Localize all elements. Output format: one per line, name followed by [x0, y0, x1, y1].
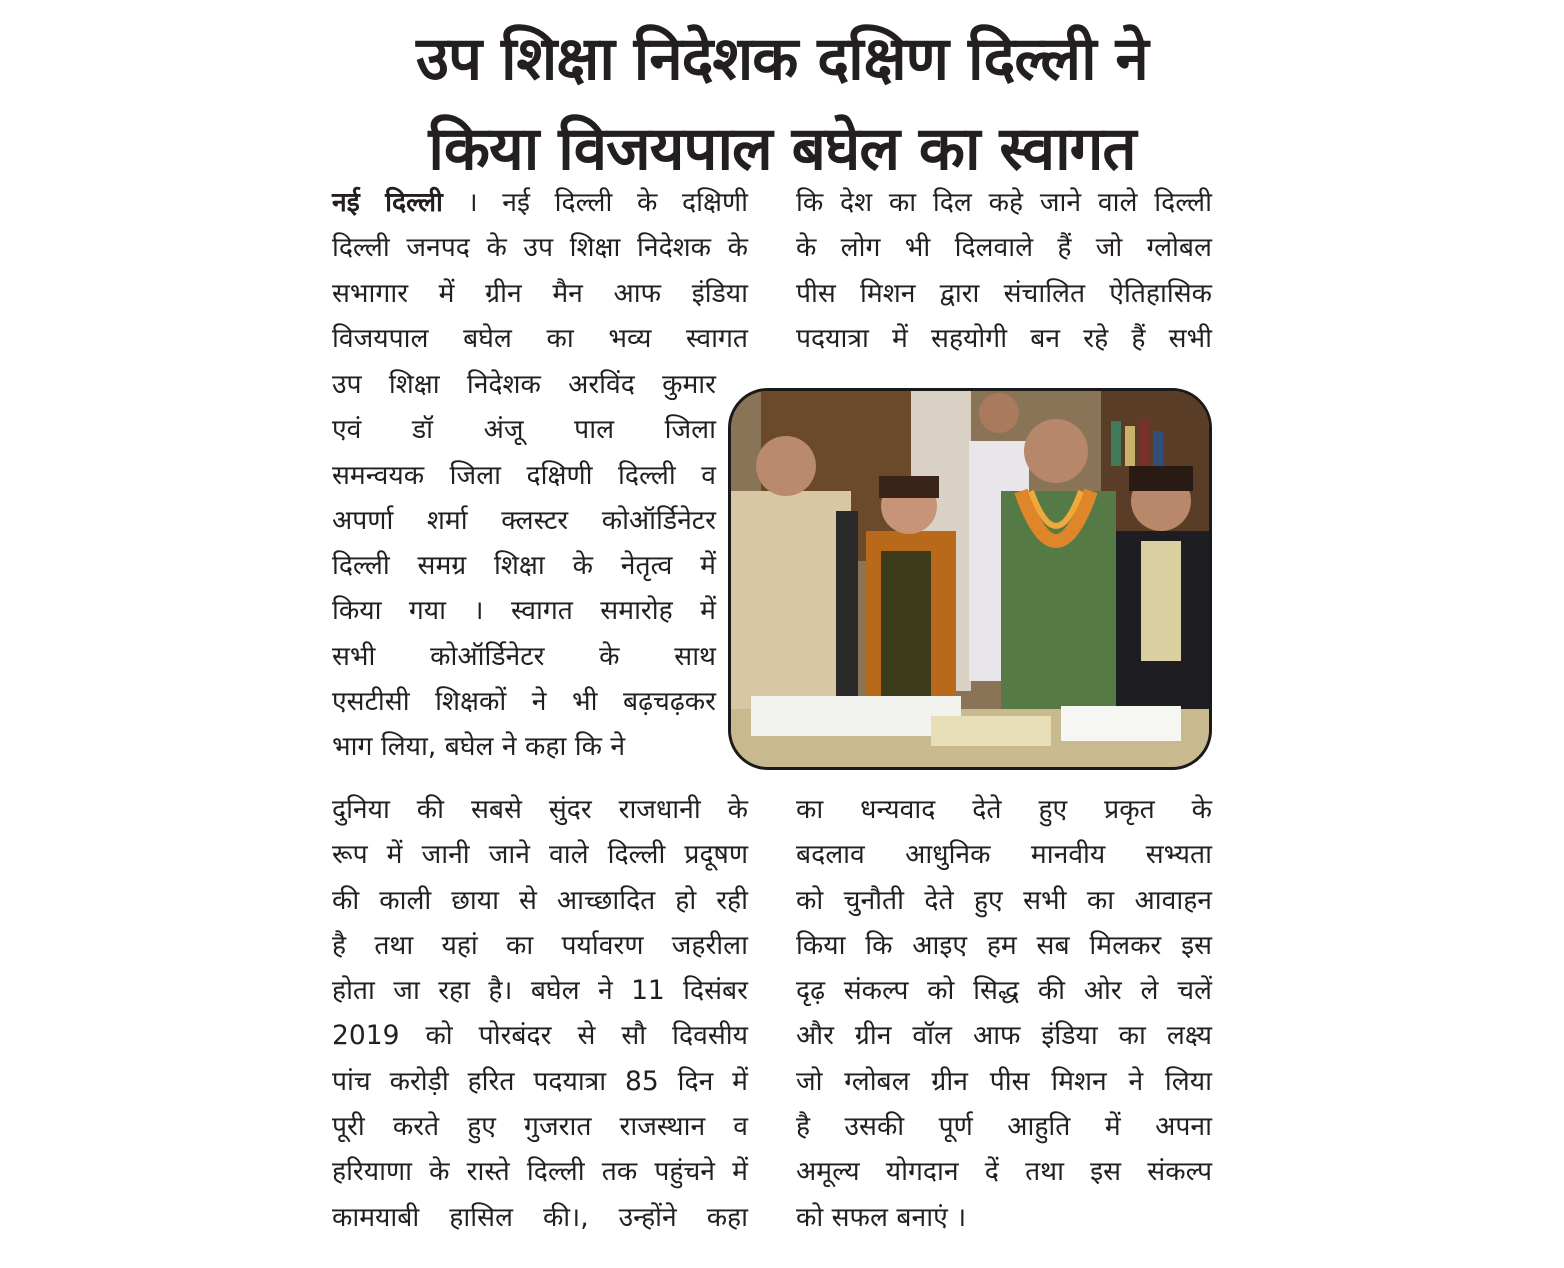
photo-person-1-head: [756, 436, 816, 496]
article-line: समन्वयक जिला दक्षिणी दिल्ली व: [332, 459, 716, 491]
article-line: दुनिया की सबसे सुंदर राजधानी के: [332, 794, 748, 825]
article-column-left-wrap: [332, 362, 716, 770]
photo-person-5-kurta: [1141, 541, 1181, 661]
article-line: रूप में जानी जाने वाले दिल्ली प्रदूषण: [332, 839, 748, 871]
article-line: है तथा यहां का पर्यावरण जहरीला: [332, 929, 748, 961]
article-line: अमूल्य योगदान दें तथा इस संकल्प: [796, 1156, 1212, 1188]
article-line: सभी कोऑर्डिनेटर के साथ: [332, 640, 716, 672]
photo-person-1-arm: [836, 511, 858, 711]
article-line: पीस मिशन द्वारा संचालित ऐतिहासिक: [796, 277, 1212, 309]
photo-paper: [751, 696, 961, 736]
article-column-left-bottom: [332, 787, 748, 1240]
article-line: और ग्रीन वॉल आफ इंडिया का लक्ष्य: [796, 1020, 1212, 1052]
photo-person-2-hair: [879, 476, 939, 498]
article-line: को चुनौती देते हुए सभी का आवाहन: [796, 884, 1212, 916]
article-line: विजयपाल बघेल का भव्य स्वागत: [332, 322, 748, 354]
article-line: बदलाव आधुनिक मानवीय सभ्यता: [796, 839, 1212, 871]
article-line: पूरी करते हुए गुजरात राजस्थान व: [332, 1111, 748, 1143]
photo-person-5-hair: [1129, 466, 1193, 491]
article-line: को सफल बनाएं ।: [796, 1201, 967, 1233]
photo-book: [1153, 431, 1163, 466]
article-line: का धन्यवाद देते हुए प्रकृत के: [796, 794, 1212, 825]
news-photo-illustration: [731, 391, 1209, 767]
headline: [300, 14, 1264, 194]
article-line: पांच करोड़ी हरित पदयात्रा 85 दिन में: [332, 1065, 748, 1097]
article-line: दिल्ली समग्र शिक्षा के नेतृत्व में: [332, 550, 716, 582]
photo-person-3-head: [979, 393, 1019, 433]
photo-book: [1111, 421, 1121, 466]
photo-book: [1125, 426, 1135, 466]
article-line: होता जा रहा है। बघेल ने 11 दिसंबर: [332, 975, 748, 1007]
article-line: उप शिक्षा निदेशक अरविंद कुमार: [332, 369, 716, 400]
article-line: जो ग्लोबल ग्रीन पीस मिशन ने लिया: [796, 1065, 1212, 1097]
article-line: अपर्णा शर्मा क्लस्टर कोऑर्डिनेटर: [332, 504, 716, 536]
dateline: नई दिल्ली: [332, 187, 443, 218]
article-column-right-top: [796, 180, 1212, 361]
article-line: हरियाणा के रास्ते दिल्ली तक पहुंचने में: [332, 1156, 748, 1188]
article-line: [332, 180, 748, 225]
article-line: 2019 को पोरबंदर से सौ दिवसीय: [332, 1020, 748, 1052]
article-column-right-bottom: [796, 787, 1212, 1240]
photo-person-4-head: [1024, 419, 1088, 483]
article-line: कि देश का दिल कहे जाने वाले दिल्ली: [796, 187, 1212, 218]
article-line: के लोग भी दिलवाले हैं जो ग्लोबल: [796, 232, 1212, 264]
article-line: किया गया । स्वागत समारोह में: [332, 595, 716, 627]
article-line: भाग लिया, बघेल ने कहा कि ने: [332, 731, 626, 763]
article-line: कामयाबी हासिल की।, उन्होंने कहा: [332, 1201, 748, 1233]
article-line: दृढ़ संकल्प को सिद्ध की ओर ले चलें: [796, 975, 1212, 1007]
article-column-left-top: [332, 180, 748, 361]
article-line: दिल्ली जनपद के उप शिक्षा निदेशक के: [332, 232, 748, 264]
article-line: है उसकी पूर्ण आहुति में अपना: [796, 1111, 1212, 1143]
article-line: किया कि आइए हम सब मिलकर इस: [796, 929, 1212, 961]
headline-line-1: उप शिक्षा निदेशक दक्षिण दिल्ली ने: [416, 24, 1148, 94]
photo-paper: [1061, 706, 1181, 741]
article-line-text: । नई दिल्ली के दक्षिणी: [467, 187, 748, 218]
article-line: की काली छाया से आच्छादित हो रही: [332, 884, 748, 916]
article-line: एवं डॉ अंजू पाल जिला: [332, 414, 716, 446]
news-photo: [728, 388, 1212, 770]
article-line: पदयात्रा में सहयोगी बन रहे हैं सभी: [796, 322, 1212, 354]
photo-folder: [931, 716, 1051, 746]
photo-book: [1139, 419, 1149, 466]
article-line: सभागार में ग्रीन मैन आफ इंडिया: [332, 277, 748, 309]
photo-person-2-drape: [881, 551, 931, 701]
headline-line-2: किया विजयपाल बघेल का स्वागत: [428, 114, 1136, 184]
photo-person-1: [731, 491, 851, 731]
article-line: एसटीसी शिक्षकों ने भी बढ़चढ़कर: [332, 686, 716, 718]
